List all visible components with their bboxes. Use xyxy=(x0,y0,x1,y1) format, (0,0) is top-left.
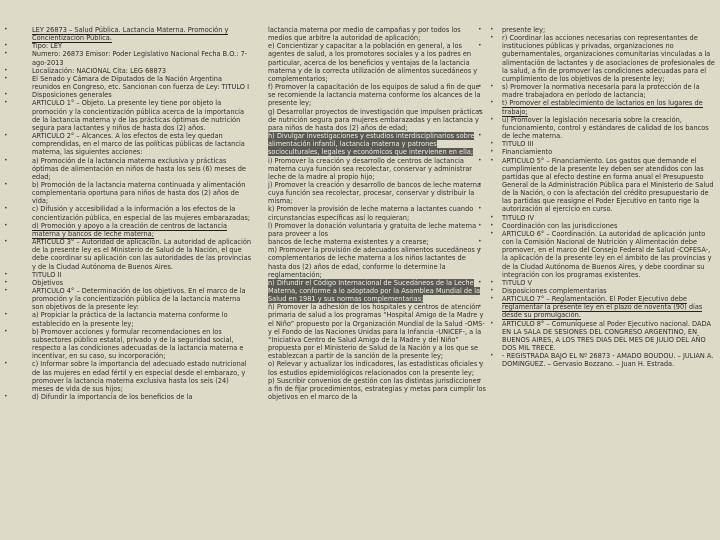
list-item xyxy=(490,34,718,83)
list-item-text: f) Promover la capacitación de los equipos de salud a fin de que se recomiende la lactancia materna conforme los alcances de la presente ley; xyxy=(268,83,481,108)
list-item xyxy=(490,99,718,115)
list-item xyxy=(258,222,486,238)
list-item-text: TITULO IV xyxy=(502,213,535,222)
column-1 xyxy=(2,26,252,401)
list-item xyxy=(490,222,718,230)
list-item xyxy=(2,328,252,361)
list-item-text: Localización: NACIONAL Cita: LEG 68873 xyxy=(32,66,167,75)
list-item-text: a) Propiciar la práctica de la lactancia materna conforme lo establecido en la presente ley; xyxy=(32,311,228,328)
list-item-text: b) Promover acciones y formular recomendaciones en los subsectores público estatal, privado y de la seguridad social, respecto a las condiciones adecuadas de la lactancia materna e incentivar, en su caso, su incorporación; xyxy=(32,327,244,361)
list-item-text: j) Promover la creación y desarrollo de bancos de leche materna cuya función sea recolectar, procesar, conservar y distribuir la misma; xyxy=(268,180,481,206)
list-item-text: s) Promover la normativa necesaria para la protección de la madre trabajadora en período de lactancia; xyxy=(502,83,700,100)
list-item-text: ARTICULO 2° – Alcances. A los efectos de esta ley quedan comprendidas, en el marco de las políticas públicas de lactancia materna, las siguientes acciones: xyxy=(32,132,245,157)
bullet-list-col1 xyxy=(2,26,252,401)
list-item xyxy=(2,238,252,271)
list-item-text: b) Promoción de la lactancia materna continuada y alimentación complementaria oportuna para niños de hasta dos (2) años de vida; xyxy=(32,180,246,206)
list-item-text: Objetivos xyxy=(32,278,64,287)
list-item-text: n) Difundir el Código Internacional de Sucedáneos de la Leche Materna, conforme a lo adoptado por la Asamblea Mundial de la Salud en 1981 y sus normas complementarias; xyxy=(268,278,481,304)
list-item xyxy=(258,42,486,83)
list-item xyxy=(2,205,252,221)
list-item xyxy=(490,320,718,353)
list-item-text: e) Concientizar y capacitar a la población en general, a los agentes de salud, a los promotores sociales y a los padres en particular, acerca de los beneficios y ventajas de la lactancia materna y de la correcta utilización de alimentos sucedáneos y complementarios; xyxy=(268,42,478,83)
list-item-text: h) Divulgar investigaciones y estudios interdisciplinarios sobre alimentación infantil, lactancia materna y patrones socioculturales, legales y económicos que intervienen en ella; xyxy=(268,132,475,157)
list-item xyxy=(2,287,252,311)
list-item-text: r) Coordinar las acciones necesarias con representantes de instituciones públicas y privadas, organizaciones no gubernamentales, organizaciones comunitarias vinculadas a la alimentación de lactantes y de asociaciones de profesionales de la salud, a fin de promover las condiciones adecuadas para el cumplimiento de los objetivos de la presente ley; xyxy=(502,34,715,83)
list-item xyxy=(2,279,252,287)
list-item-text: ARTICULO 1° – Objeto. La presente ley tiene por objeto la promoción y la concientización pública acerca de la importancia de la lactancia materna y de las prácticas óptimas de nutrición segura para lactantes y niños de hasta dos (2) años. xyxy=(32,99,245,132)
list-item xyxy=(490,148,718,156)
list-item-text: t) Promover el establecimiento de lactarios en los lugares de trabajo; xyxy=(502,99,703,116)
list-item xyxy=(490,157,718,214)
list-item-text: o) Relevar y actualizar los indicadores, las estadísticas oficiales y los estudios epidemiológicos relacionados con la presente ley; xyxy=(268,360,484,377)
list-item xyxy=(258,303,486,360)
list-item xyxy=(490,214,718,222)
list-item-text: d) Promoción y apoyo a la creación de centros de lactancia materna y bancos de leche materna; xyxy=(32,221,228,238)
list-item xyxy=(258,108,486,132)
bullet-list-col2 xyxy=(258,26,486,401)
list-item xyxy=(490,295,718,319)
list-item xyxy=(258,205,486,221)
list-item-text: ARTICULO 4° – Determinación de los objetivos. En el marco de la promoción y la concientización pública de la lactancia materna son objetivos de la presente ley: xyxy=(32,287,246,312)
list-item-text: TITULO III xyxy=(502,140,534,149)
list-item-text: TITULO V xyxy=(502,278,533,287)
list-item-text: Tipo: LEY xyxy=(32,42,63,51)
list-item xyxy=(490,116,718,140)
list-item-text: El Senado y Cámara de Diputados de la Nación Argentina reunidos en Congreso, etc. Sancionan con fuerza de Ley: TITULO I xyxy=(32,74,250,92)
list-item xyxy=(2,181,252,205)
list-item-text: p) Suscribir convenios de gestión con las distintas jurisdicciones a fin de fijar procedimientos, estrategias y metas para cumplir los objetivos en el marco de la xyxy=(268,376,486,402)
list-item xyxy=(2,271,252,279)
list-item-text: ARTICULO 5° – Financiamiento. Los gastos que demande el cumplimiento de la presente ley deben ser atendidos con las partidas que al efecto destine en forma anual el Presupuesto General de la Administración Pública para el Ministerio de Salud de la Nación, o con la afectación del crédito presupuestario de las partidas que reasigne el Poder Ejecutivo en tanto rige la autorización al ejercicio en curso. xyxy=(502,156,714,214)
list-item xyxy=(2,311,252,327)
list-item xyxy=(2,157,252,181)
list-item xyxy=(490,287,718,295)
list-item xyxy=(258,238,486,246)
list-item-text: Coordinación con las jurisdicciones xyxy=(502,221,618,230)
list-item xyxy=(490,279,718,287)
bullet-list-col3 xyxy=(490,26,718,369)
list-item xyxy=(2,67,252,75)
list-item xyxy=(258,377,486,401)
list-item-text: ARTICULO 6° – Coordinación. La autoridad de aplicación junto con la Comisión Nacional de Nutrición y Alimentación debe promover, en el marco del Consejo Federal de Salud -COFESA-, la aplicación de la presente ley en el ámbito de las provincias y de la Ciudad Autónoma de Buenos Aires, y debe coordinar su integración con los programas existentes. xyxy=(502,229,712,279)
list-item-text: a) Promoción de la lactancia materna exclusiva y prácticas óptimas de alimentación en niños de hasta los seis (6) meses de edad; xyxy=(32,156,246,181)
list-item-text: ARTICULO 8° – Comuníquese al Poder Ejecutivo nacional. DADA EN LA SALA DE SESIONES DEL CONGRESO ARGENTINO, EN BUENOS AIRES, A LOS TRES DIAS DEL MES DE JULIO DEL AÑO DOS MIL TRECE. xyxy=(502,319,711,353)
list-item xyxy=(2,222,252,238)
list-item xyxy=(258,26,486,42)
list-item-text: m) Promover la provisión de adecuados alimentos sucedáneos y complementarios de leche materna a los niños lactantes de hasta dos (2) años de edad, conforme lo determine la reglamentación; xyxy=(268,246,481,279)
list-item-text: l) Promover la donación voluntaria y gratuita de leche materna para proveer a los xyxy=(268,221,477,238)
list-item-text: u) Promover la legislación necesaria sobre la creación, funcionamiento, control y estándares de calidad de los bancos de leche materna. xyxy=(502,115,709,141)
list-item xyxy=(490,230,718,279)
list-item xyxy=(258,181,486,205)
column-2 xyxy=(258,26,486,401)
column-3 xyxy=(490,26,718,369)
list-item-text: i) Promover la creación y desarrollo de centros de lactancia materna cuya función sea recolectar, conservar y administrar leche de la madre al propio hijo; xyxy=(268,156,473,181)
list-item xyxy=(2,26,252,42)
list-item xyxy=(258,157,486,181)
list-item xyxy=(2,91,252,99)
list-item xyxy=(490,26,718,34)
list-item xyxy=(258,279,486,303)
list-item-text: ñ) Promover la adhesión de los hospitales y centros de atención primaria de salud a los programas “Hospital Amigo de la Madre y el Niño” propuesto por la Organización Mundial de la Salud -OMS- y el Fondo de las Naciones Unidas para la Infancia -UNICEF-, a la “Iniciativa Centro de Salud Amigo de la Madre y del Niño” propuesta por el Ministerio de Salud de la Nación y a los que se establezcan a partir de la sanción de la presente ley; xyxy=(268,303,485,361)
list-item xyxy=(490,83,718,99)
list-item-text: k) Promover la provisión de leche materna a lactantes cuando circunstancias específicas así lo requieran; xyxy=(268,205,474,222)
list-item-text: LEY 26873 – Salud Pública. Lactancia Materna. Promoción y Concientización Pública. xyxy=(32,26,229,43)
list-item xyxy=(258,360,486,376)
list-item xyxy=(2,50,252,66)
list-item xyxy=(258,83,486,107)
list-item-text: d) Difundir la importancia de los beneficios de la xyxy=(32,393,193,402)
list-item xyxy=(258,246,486,279)
list-item xyxy=(2,99,252,132)
list-item-text: bancos de leche materna existentes y a crearse; xyxy=(268,238,429,247)
list-item-text: Disposiciones generales xyxy=(32,91,112,100)
list-item-text: lactancia materna por medio de campañas y por todos los medios que arbitre la autoridad de aplicación; xyxy=(268,26,461,43)
list-item-text: c) Difusión y accesibilidad a la información a los efectos de la concientización pública, en especial de las mujeres embarazadas; xyxy=(32,205,251,222)
list-item-text: Numero: 26873 Emisor: Poder Legislativo Nacional Fecha B.O.: 7-ago-2013 xyxy=(32,50,248,67)
list-item-text: ARTICULO 7° – Reglamentación. El Poder Ejecutivo debe reglamentar la presente ley en el plazo de noventa (90) días desde su promulgación. xyxy=(502,295,703,320)
list-item-text: Disposiciones complementarias xyxy=(502,287,607,295)
list-item xyxy=(258,132,486,156)
list-item-text: TITULO II xyxy=(32,270,62,279)
list-item xyxy=(2,75,252,91)
list-item-text: Financiamiento xyxy=(502,148,553,157)
list-item xyxy=(2,393,252,401)
list-item xyxy=(2,132,252,156)
list-item xyxy=(2,360,252,393)
list-item xyxy=(490,352,718,368)
list-item-text: ARTICULO 3° – Autoridad de aplicación. La autoridad de aplicación de la presente ley es el Ministerio de Salud de la Nación, el que debe coordinar su aplicación con las autoridades de las provincias y de la Ciudad Autónoma de Buenos Aires. xyxy=(32,238,252,271)
list-item-text: c) Informar sobre la importancia del adecuado estado nutricional de las mujeres en edad fértil y en especial desde el embarazo, y promover la lactancia materna exclusiva hasta los seis (24) meses de vida de sus hijos; xyxy=(32,360,247,393)
list-item xyxy=(490,140,718,148)
list-item-text: g) Desarrollar proyectos de investigación que impulsen prácticas de nutrición segura para mujeres embarazadas y en lactancia y para niños de hasta dos (2) años de edad; xyxy=(268,107,483,132)
list-item-text: - REGISTRADA BAJO EL Nº 26873 - AMADO BOUDOU. – JULIAN A. DOMINGUEZ. – Gervasio Bozzano. – Juan H. Estrada. xyxy=(502,352,714,369)
list-item-text: presente ley; xyxy=(502,26,546,34)
list-item xyxy=(2,42,252,50)
